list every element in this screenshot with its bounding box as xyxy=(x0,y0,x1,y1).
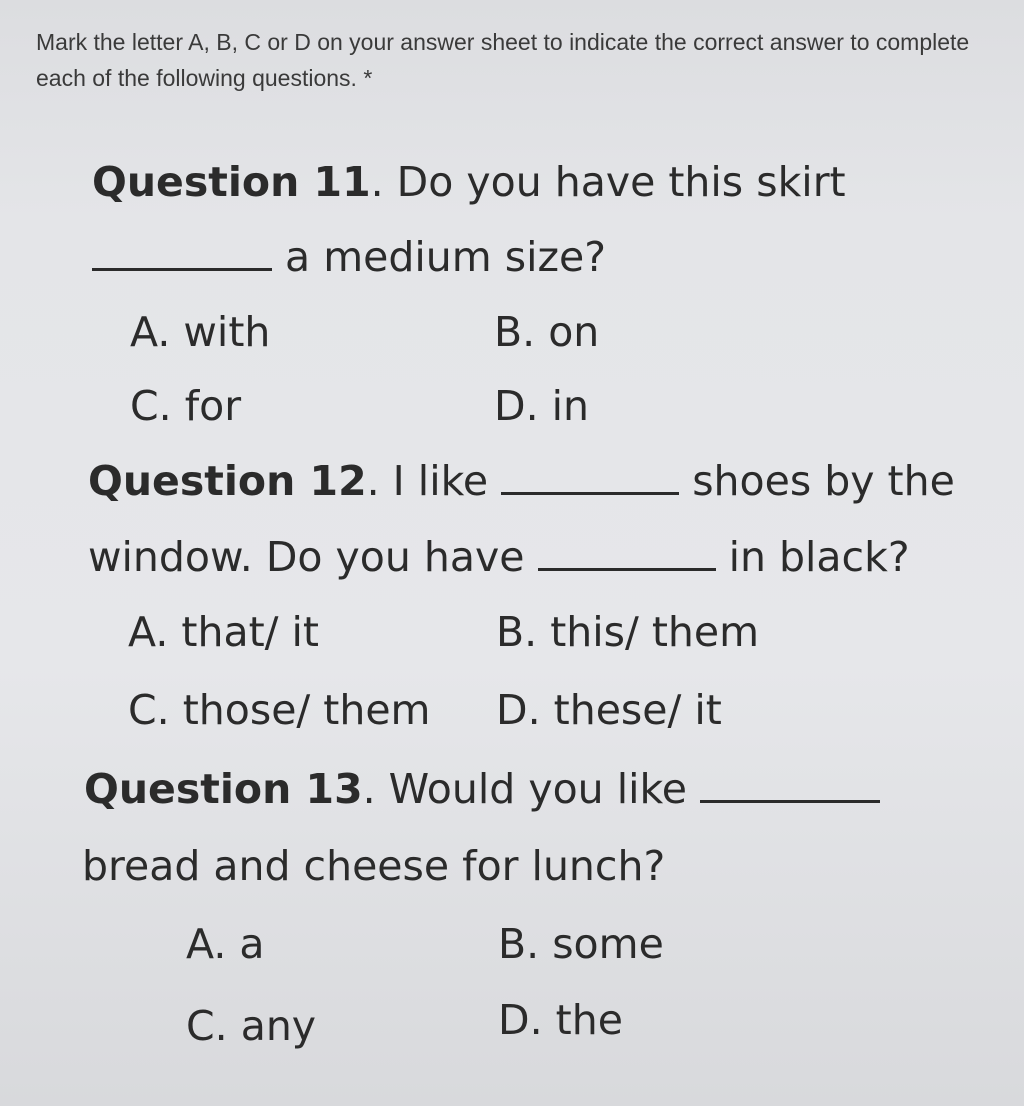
question-11-label: Question 11 xyxy=(92,158,371,206)
question-12-line-2 xyxy=(88,532,910,581)
question-13-line-2 xyxy=(82,842,665,890)
instructions-text: Mark the letter A, B, C or D on your answer sheet to indicate the correct answer to complete each of the following questions. xyxy=(36,29,970,91)
question-13-option-a: A. a xyxy=(186,920,265,968)
question-13-blank xyxy=(700,764,880,803)
question-12-option-b: B. this/ them xyxy=(496,608,760,656)
question-11-text-1: Do you have this skirt xyxy=(396,158,846,206)
question-12-line-1: Question 12. I like shoes by the xyxy=(88,457,955,505)
question-11-blank xyxy=(92,232,272,271)
question-13-label: Question 13 xyxy=(84,765,363,813)
question-11-option-b: B. on xyxy=(494,308,600,356)
question-12-text-1a: I like xyxy=(392,457,489,505)
question-12-option-c: C. those/ them xyxy=(128,686,431,734)
question-11-line-2 xyxy=(92,232,606,281)
question-13-option-c: C. any xyxy=(186,1002,317,1050)
question-12-text-2a: window. Do you have xyxy=(88,533,525,581)
question-13-text-2: bread and cheese for lunch? xyxy=(82,842,666,890)
question-12-blank-1 xyxy=(501,456,679,495)
question-12-blank-2 xyxy=(538,532,716,571)
question-11-option-a: A. with xyxy=(130,308,271,356)
question-13-text-1: Would you like xyxy=(388,765,687,813)
question-12-option-d: D. these/ it xyxy=(496,686,722,734)
question-11-line-1: Question 11. Do you have this skirt xyxy=(92,158,846,206)
question-13-line-1: Question 13. Would you like xyxy=(84,764,880,813)
question-13-option-d: D. the xyxy=(498,996,623,1044)
question-11-option-d: D. in xyxy=(494,382,590,430)
question-11-text-2: a medium size? xyxy=(285,233,606,281)
question-12-text-1b: shoes by the xyxy=(692,457,955,505)
question-11-option-c: C. for xyxy=(130,382,242,430)
question-12-option-a: A. that/ it xyxy=(128,608,319,656)
question-12-text-2b: in black? xyxy=(728,533,910,581)
question-13-option-b: B. some xyxy=(498,920,664,968)
required-asterisk: * xyxy=(363,65,373,91)
question-12-label: Question 12 xyxy=(88,457,367,505)
instructions xyxy=(36,24,1011,96)
